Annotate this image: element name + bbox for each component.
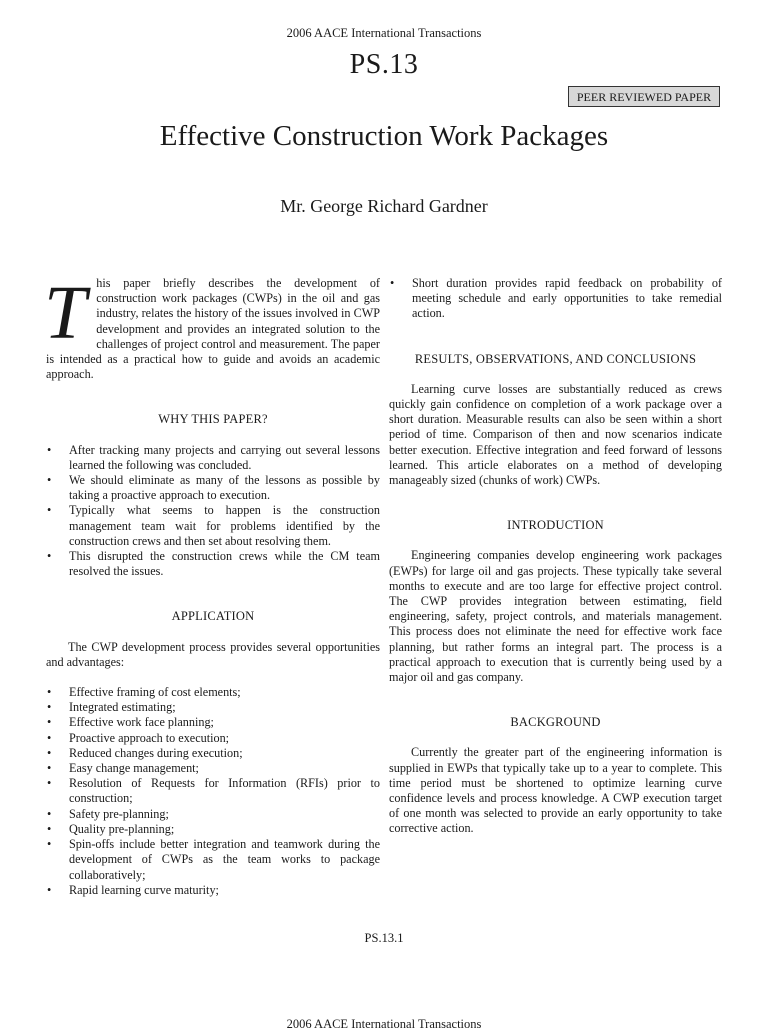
bullet-icon: •	[47, 730, 52, 745]
list-item-text: Safety pre-planning;	[69, 806, 169, 821]
section-heading-results: RESULTS, OBSERVATIONS, AND CONCLUSIONS	[414, 351, 697, 366]
list-item	[46, 700, 380, 715]
transactions-header: 2006 AACE International Transactions	[286, 26, 482, 40]
bullet-icon: •	[47, 837, 52, 852]
list-item-text: Effective framing of cost elements;	[69, 685, 241, 700]
list-item-text: Effective work face planning;	[69, 715, 214, 730]
background-text: Currently the greater part of the engineering information is supplied in EWPs that typically take up to a year to complete. This time period must be shortened to optimize learning curve confidence levels and process knowledge. A CWP execution target of one month was selected to provide an early opportunity to take corrective action.	[389, 745, 722, 836]
list-item	[46, 776, 380, 806]
list-item-text: Proactive approach to execution;	[69, 730, 230, 745]
list-item	[46, 761, 380, 776]
list-item-text: This disrupted the construction crews while the CM team resolved the issues.	[69, 549, 380, 579]
bullet-icon: •	[47, 806, 52, 821]
bullet-icon: •	[47, 700, 52, 715]
list-item	[46, 822, 380, 837]
bullet-icon: •	[47, 442, 52, 457]
introduction-text: Engineering companies develop engineering work packages (EWPs) for large oil and gas projects. These typically take several months to execute and are too large for effective project control. The CWP provides integration between estimating, field engineering, safety, project controls, and materials management. This process does not eliminate the need for effective work face planning, but rather forms an integral part. The process is a practical approach to execution that is currently being used by a major oil and gas company.	[389, 548, 722, 685]
bullet-icon: •	[47, 473, 52, 488]
section-heading-introduction: INTRODUCTION	[507, 518, 604, 533]
list-item-text: Integrated estimating;	[69, 700, 176, 715]
section-heading-application: APPLICATION	[171, 609, 255, 624]
list-item	[46, 473, 380, 503]
bullet-icon: •	[47, 549, 52, 564]
drop-cap: T	[44, 271, 87, 355]
list-item	[46, 685, 380, 700]
list-item	[46, 883, 380, 898]
list-item-text: We should eliminate as many of the lessons as possible by taking a proactive approach to execution.	[69, 473, 380, 503]
bullet-icon: •	[47, 715, 52, 730]
why-bullet-list	[46, 443, 380, 580]
paper-title: Effective Construction Work Packages	[159, 120, 609, 152]
results-text: Learning curve losses are substantially reduced as crews quickly gain confidence on completion of a work package over a short duration. Measurable results can also be seen within a short period of time. Comparison of then and now scenarios indicate better execution. Effective integration and feed forward of lessons learned. This article elaborates on a method of developing manageably sized (chunks of work) CWPs.	[389, 381, 722, 488]
bullet-icon: •	[47, 761, 52, 776]
bullet-icon: •	[47, 882, 52, 897]
bullet-icon: •	[47, 503, 52, 518]
continued-bullet-list	[389, 276, 722, 322]
abstract-text: his paper briefly describes the development of construction work packages (CWPs) in the oil and gas industry, relates the history of the issues involved in CWP development and provides an integrated solution to the challenges of project control and measurement. The paper is intended as a practical how to guide and avoids an academic approach.	[46, 276, 380, 382]
list-item-text: Short duration provides rapid feedback on probability of meeting schedule and early opportunities to take remedial action.	[412, 276, 722, 321]
paper-id: PS.13	[349, 49, 419, 80]
list-item-text: Rapid learning curve maturity;	[69, 882, 219, 897]
bullet-icon: •	[47, 821, 52, 836]
list-item	[46, 503, 380, 549]
bullet-icon: •	[390, 276, 395, 290]
list-item	[389, 276, 722, 322]
author-name: Mr. George Richard Gardner	[280, 196, 488, 216]
bullet-icon: •	[47, 745, 52, 760]
list-item-text: Typically what seems to happen is the construction management team wait for problems identified by the construction crews and then set about resolving them.	[69, 503, 380, 548]
abstract	[44, 271, 380, 382]
list-item-text: Easy change management;	[69, 761, 199, 776]
section-heading-background: BACKGROUND	[510, 715, 601, 730]
list-item-text: Reduced changes during execution;	[69, 745, 243, 760]
list-item-text: After tracking many projects and carrying out several lessons learned the following was concluded.	[69, 442, 380, 472]
right-column	[389, 276, 722, 837]
list-item	[46, 443, 380, 473]
list-item	[46, 837, 380, 883]
list-item	[46, 549, 380, 579]
bullet-icon: •	[47, 685, 52, 700]
list-item-text: Quality pre-planning;	[69, 821, 175, 836]
bullet-icon: •	[47, 776, 52, 791]
list-item	[46, 731, 380, 746]
section-heading-why: WHY THIS PAPER?	[158, 412, 268, 427]
peer-reviewed-badge: PEER REVIEWED PAPER	[568, 86, 720, 107]
application-bullet-list	[46, 685, 380, 898]
list-item	[46, 807, 380, 822]
list-item	[46, 746, 380, 761]
left-column	[44, 271, 380, 898]
application-intro: The CWP development process provides several opportunities and advantages:	[46, 639, 380, 669]
list-item-text: Spin-offs include better integration and teamwork during the development of CWPs as the team works to package collaboratively;	[69, 837, 380, 882]
list-item-text: Resolution of Requests for Information (RFIs) prior to construction;	[69, 776, 380, 806]
transactions-footer: 2006 AACE International Transactions	[286, 1017, 482, 1031]
page-number: PS.13.1	[364, 931, 404, 945]
list-item	[46, 715, 380, 730]
